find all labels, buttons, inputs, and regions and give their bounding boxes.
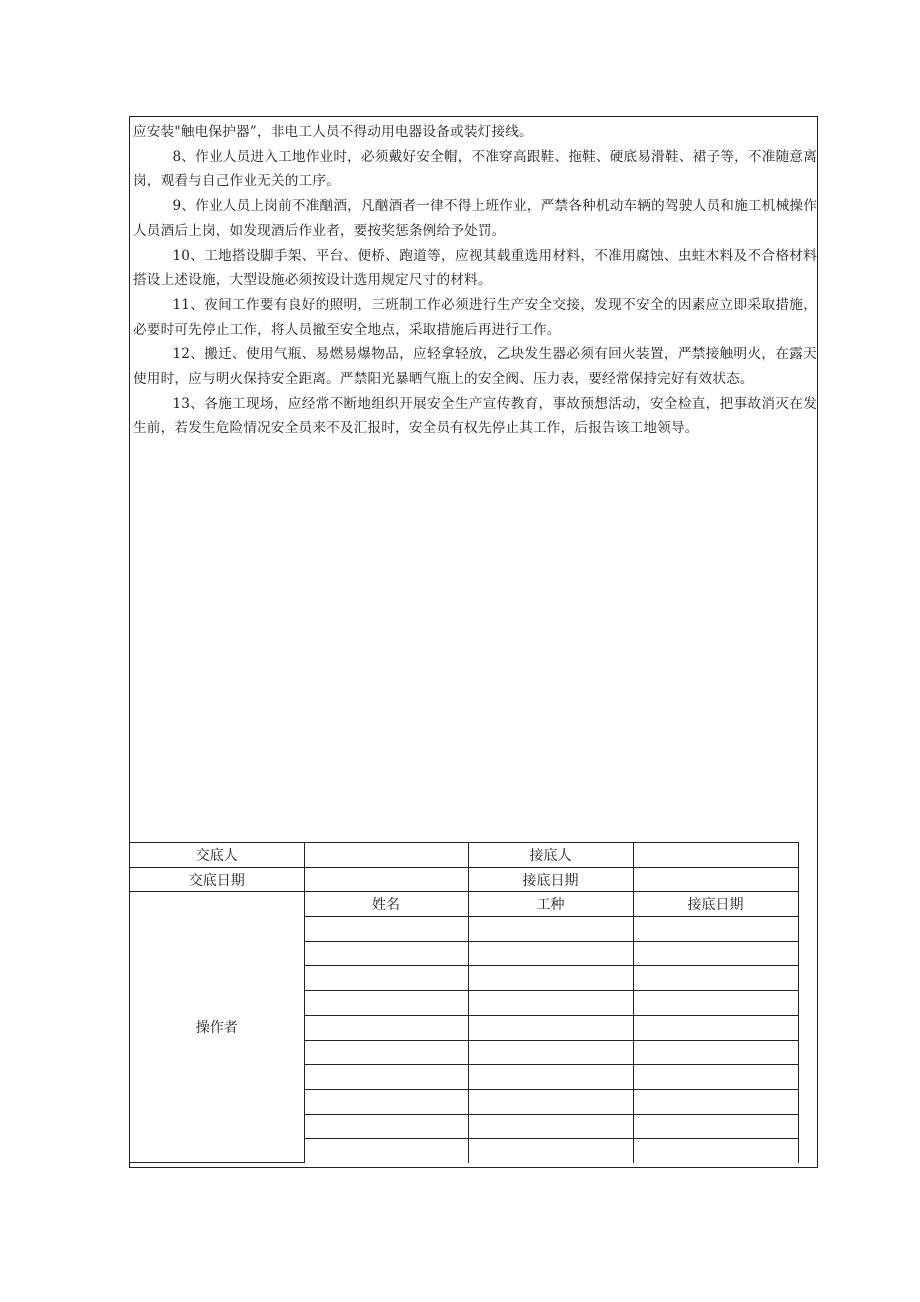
- trade-cell[interactable]: [468, 1015, 633, 1040]
- giver-field[interactable]: [304, 843, 468, 868]
- trade-cell[interactable]: [468, 1139, 633, 1163]
- paragraph-item-12: 12、搬迁、使用气瓶、易燃易爆物品，应轻拿轻放，乙块发生器必须有回火装置，严禁接触明火，在露天使用时，应与明火保持安全距离。严禁阳光暴晒气瓶上的安全阀、压力表，要经常保持完好有效状态。: [133, 346, 817, 388]
- date-cell[interactable]: [633, 991, 798, 1016]
- name-cell[interactable]: [304, 966, 468, 991]
- date-cell[interactable]: [633, 1139, 798, 1163]
- date-cell[interactable]: [633, 1114, 798, 1139]
- paragraph-item-9: 9、作业人员上岗前不准酗酒，凡酗酒者一律不得上班作业，严禁各种机动车辆的驾驶人员和施工机械操作人员酒后上岗，如发现酒后作业者，要按奖惩条例给予处罚。: [133, 198, 817, 239]
- date-cell[interactable]: [633, 1065, 798, 1090]
- trade-cell[interactable]: [468, 966, 633, 991]
- name-cell[interactable]: [304, 1065, 468, 1090]
- give-date-label: 交底日期: [130, 867, 304, 892]
- name-cell[interactable]: [304, 1089, 468, 1114]
- operator-label: 操作者: [130, 892, 304, 1163]
- date-cell[interactable]: [633, 917, 798, 942]
- date-cell[interactable]: [633, 1089, 798, 1114]
- signoff-table: [130, 842, 799, 1163]
- receiver-field[interactable]: [633, 843, 798, 868]
- table-row: [130, 843, 798, 868]
- trade-cell[interactable]: [468, 991, 633, 1016]
- name-cell[interactable]: [304, 1114, 468, 1139]
- regulation-text: [133, 120, 817, 441]
- name-cell[interactable]: [304, 1139, 468, 1163]
- giver-label: 交底人: [130, 843, 304, 868]
- date-cell[interactable]: [633, 1040, 798, 1065]
- trade-cell[interactable]: [468, 1089, 633, 1114]
- paragraph-continuation: 应安装"触电保护器”，非电工人员不得动用电器设备或装灯接线。: [133, 124, 533, 140]
- date-cell[interactable]: [633, 966, 798, 991]
- name-cell[interactable]: [304, 1040, 468, 1065]
- trade-cell[interactable]: [468, 1114, 633, 1139]
- name-cell[interactable]: [304, 991, 468, 1016]
- trade-cell[interactable]: [468, 1065, 633, 1090]
- table-header-row: [130, 892, 798, 917]
- paragraph-item-11: 11、夜间工作要有良好的照明，三班制工作必须进行生产安全交接，发现不安全的因素应立即采取措施，必要时可先停止工作，将人员撤至安全地点，采取措施后再进行工作。: [133, 296, 817, 338]
- date-cell[interactable]: [633, 941, 798, 966]
- paragraph-item-10: 10、工地搭设脚手架、平台、便桥、跑道等，应视其载重选用材料，不准用腐蚀、虫蛀木料及不合格材料搭设上述设施，大型设施必须按设计选用规定尺寸的材料。: [133, 247, 817, 289]
- col-header-name: 姓名: [304, 892, 468, 917]
- table-row: [130, 867, 798, 892]
- name-cell[interactable]: [304, 917, 468, 942]
- paragraph-item-13: 13、各施工现场，应经常不断地组织开展安全生产宣传教育，事故预想活动，安全检直，把事故消灭在发生前，若发生危险情况安全员来不及汇报时，安全员有权先停止其工作，后报告该工地领导。: [133, 395, 817, 437]
- col-header-date: 接底日期: [633, 892, 798, 917]
- date-cell[interactable]: [633, 1015, 798, 1040]
- receiver-label: 接底人: [468, 843, 633, 868]
- give-date-field[interactable]: [304, 867, 468, 892]
- receive-date-field[interactable]: [633, 867, 798, 892]
- trade-cell[interactable]: [468, 941, 633, 966]
- document-frame: [129, 116, 818, 1168]
- receive-date-label: 接底日期: [468, 867, 633, 892]
- paragraph-item-8: 8、作业人员进入工地作业时，必须戴好安全帽，不准穿高跟鞋、拖鞋、硬底易滑鞋、裙子等，不准随意离岗，观看与自己作业无关的工序。: [133, 148, 817, 190]
- col-header-trade: 工种: [468, 892, 633, 917]
- name-cell[interactable]: [304, 941, 468, 966]
- name-cell[interactable]: [304, 1015, 468, 1040]
- trade-cell[interactable]: [468, 917, 633, 942]
- trade-cell[interactable]: [468, 1040, 633, 1065]
